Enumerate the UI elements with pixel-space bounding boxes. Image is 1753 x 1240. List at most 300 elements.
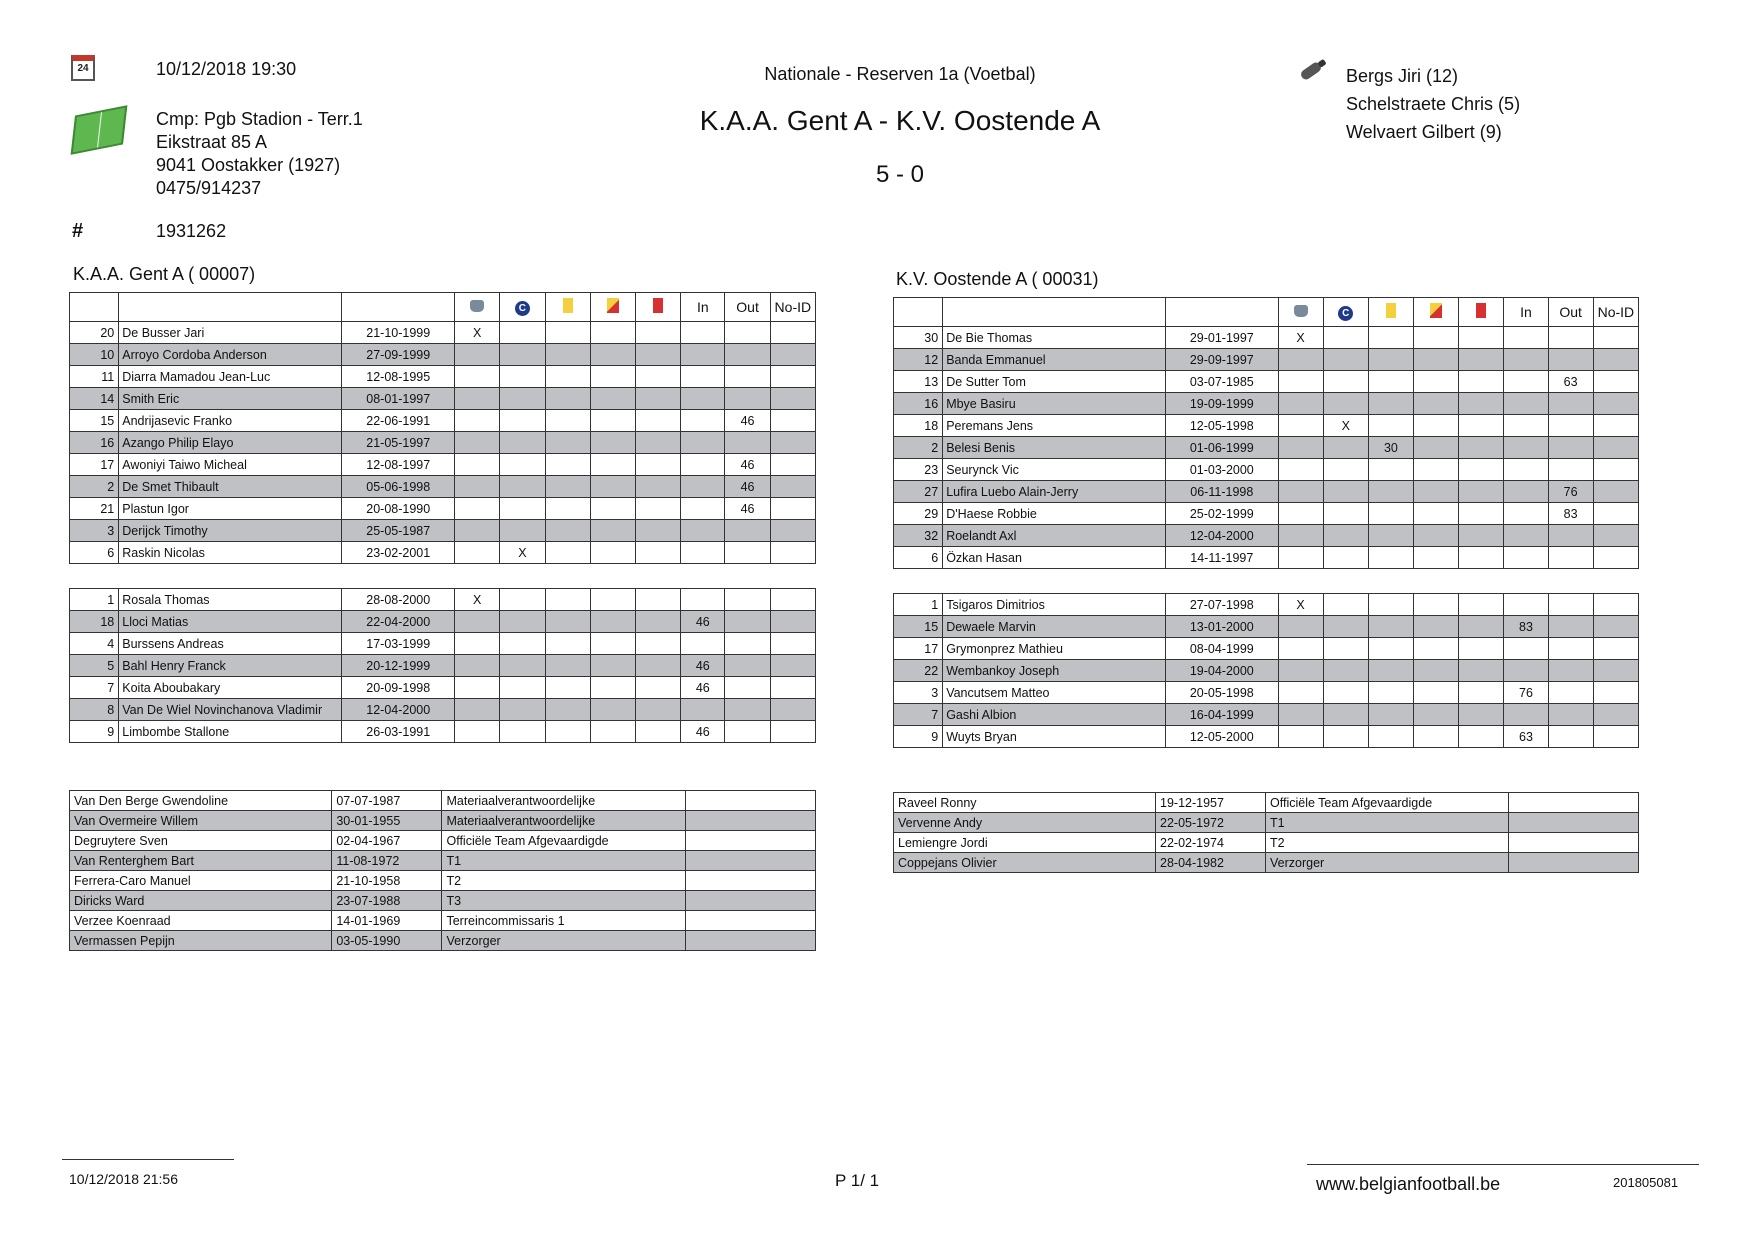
sub-in-minute: 46 [681, 677, 725, 699]
player-dob: 20-09-1998 [342, 677, 455, 699]
red-card-minute [1459, 349, 1504, 371]
goalkeeper-mark [1278, 525, 1323, 547]
player-number: 32 [894, 525, 943, 547]
player-name: Lloci Matias [119, 611, 342, 633]
red-card-minute [1459, 704, 1504, 726]
sub-in-minute [1504, 525, 1548, 547]
player-dob: 25-05-1987 [342, 520, 455, 542]
yellow-card-minute [545, 454, 590, 476]
player-number: 18 [894, 415, 943, 437]
sub-out-minute [1548, 547, 1593, 569]
venue-line-2: Eikstraat 85 A [156, 132, 268, 152]
home-starter-row [70, 498, 816, 520]
yellow-red-card-minute [590, 388, 635, 410]
home-starter-row [70, 476, 816, 498]
yellow-card-minute [1368, 415, 1413, 437]
player-dob: 05-06-1998 [342, 476, 455, 498]
no-id-mark [770, 366, 815, 388]
red-card-minute [635, 322, 680, 344]
captain-mark [1323, 704, 1368, 726]
goalkeeper-mark [1278, 616, 1323, 638]
home-staff-row [70, 831, 816, 851]
staff-role: Officiële Team Afgevaardigde [1266, 793, 1509, 813]
player-number: 23 [894, 459, 943, 481]
captain-mark [500, 410, 545, 432]
home-player-table [69, 292, 816, 743]
staff-dob: 22-02-1974 [1156, 833, 1266, 853]
no-id-mark [770, 498, 815, 520]
yellow-card-minute [1368, 393, 1413, 415]
player-dob: 01-03-2000 [1166, 459, 1278, 481]
header-yellow-red-card [590, 293, 635, 322]
player-name: Wembankoy Joseph [943, 660, 1166, 682]
no-id-mark [1593, 525, 1638, 547]
sub-out-minute: 46 [725, 410, 770, 432]
away-staff-table [893, 792, 1639, 873]
captain-mark [500, 388, 545, 410]
captain-mark: X [1323, 415, 1368, 437]
yellow-card-minute [1368, 616, 1413, 638]
yellow-red-card-minute [590, 410, 635, 432]
player-number: 10 [70, 344, 119, 366]
staff-role: T3 [442, 891, 685, 911]
player-dob: 19-09-1999 [1166, 393, 1278, 415]
yellow-red-card-minute [1414, 459, 1459, 481]
no-id-mark [1593, 682, 1638, 704]
player-dob: 29-09-1997 [1166, 349, 1278, 371]
match-number: 1931262 [156, 221, 227, 241]
red-card-minute [635, 476, 680, 498]
captain-mark [500, 721, 545, 743]
red-card-minute [635, 498, 680, 520]
player-number: 14 [70, 388, 119, 410]
staff-dob: 03-05-1990 [332, 931, 442, 951]
header-red-card [1459, 298, 1504, 327]
sub-out-minute [1548, 415, 1593, 437]
away-substitute-row [894, 638, 1639, 660]
yellow-red-card-minute [1414, 503, 1459, 525]
away-starter-row [894, 459, 1639, 481]
sub-out-minute [725, 611, 770, 633]
sub-in-minute [1504, 393, 1548, 415]
red-card-minute [635, 366, 680, 388]
staff-role: Terreincommissaris 1 [442, 911, 685, 931]
sub-in-minute [681, 432, 725, 454]
yellow-card-minute: 30 [1368, 437, 1413, 459]
yellow-card-minute [545, 388, 590, 410]
yellow-red-card-minute [1414, 525, 1459, 547]
player-dob: 22-04-2000 [342, 611, 455, 633]
sub-out-minute [725, 432, 770, 454]
captain-mark [500, 344, 545, 366]
captain-mark [500, 677, 545, 699]
captain-mark [1323, 393, 1368, 415]
sub-in-minute [1504, 547, 1548, 569]
header-captain [500, 293, 545, 322]
staff-extra [685, 831, 815, 851]
sub-in-minute: 46 [681, 655, 725, 677]
captain-mark [500, 655, 545, 677]
home-substitute-row [70, 655, 816, 677]
player-number: 17 [894, 638, 943, 660]
header-out: Out [725, 293, 770, 322]
player-number: 16 [70, 432, 119, 454]
player-number: 9 [70, 721, 119, 743]
staff-name: Coppejans Olivier [894, 853, 1156, 873]
calendar-icon: 24 [71, 55, 95, 81]
player-dob: 19-04-2000 [1166, 660, 1278, 682]
player-number: 13 [894, 371, 943, 393]
yellow-red-card-minute [590, 677, 635, 699]
player-dob: 21-10-1999 [342, 322, 455, 344]
sub-in-minute: 83 [1504, 616, 1548, 638]
away-starter-row [894, 437, 1639, 459]
sub-in-minute [681, 520, 725, 542]
home-starter-row [70, 432, 816, 454]
player-number: 1 [70, 589, 119, 611]
staff-dob: 28-04-1982 [1156, 853, 1266, 873]
player-number: 3 [894, 682, 943, 704]
player-number: 22 [894, 660, 943, 682]
yellow-red-card-minute [590, 344, 635, 366]
yellow-red-card-minute [1414, 594, 1459, 616]
footer-printed-date: 10/12/2018 21:56 [69, 1171, 178, 1187]
sub-out-minute [725, 344, 770, 366]
player-name: Raskin Nicolas [119, 542, 342, 564]
captain-mark [1323, 594, 1368, 616]
red-card-minute [1459, 660, 1504, 682]
player-name: Rosala Thomas [119, 589, 342, 611]
sub-out-minute [1548, 393, 1593, 415]
goalkeeper-mark [1278, 415, 1323, 437]
player-name: Bahl Henry Franck [119, 655, 342, 677]
player-number: 11 [70, 366, 119, 388]
staff-extra [685, 791, 815, 811]
red-card-minute [635, 454, 680, 476]
sub-in-minute [681, 589, 725, 611]
sub-in-minute [1504, 349, 1548, 371]
away-starter-row [894, 481, 1639, 503]
player-number: 5 [70, 655, 119, 677]
staff-name: Vermassen Pepijn [70, 931, 332, 951]
player-name: Özkan Hasan [943, 547, 1166, 569]
player-dob: 27-07-1998 [1166, 594, 1278, 616]
yellow-red-card-minute [590, 366, 635, 388]
staff-dob: 30-01-1955 [332, 811, 442, 831]
player-name: Seurynck Vic [943, 459, 1166, 481]
player-name: D'Haese Robbie [943, 503, 1166, 525]
player-dob: 12-05-1998 [1166, 415, 1278, 437]
yellow-card-minute [1368, 503, 1413, 525]
sub-in-minute [1504, 638, 1548, 660]
captain-mark [500, 699, 545, 721]
yellow-red-card-minute [590, 454, 635, 476]
yellow-card-minute [545, 589, 590, 611]
staff-extra [1509, 833, 1639, 853]
red-card-minute [1459, 415, 1504, 437]
sub-out-minute [725, 322, 770, 344]
player-name: Gashi Albion [943, 704, 1166, 726]
sub-out-minute [1548, 682, 1593, 704]
staff-name: Verzee Koenraad [70, 911, 332, 931]
sub-out-minute: 83 [1548, 503, 1593, 525]
header-goalkeeper-glove [1278, 298, 1323, 327]
no-id-mark [770, 611, 815, 633]
referee-1: Bergs Jiri (12) [1346, 66, 1459, 86]
staff-role: T1 [442, 851, 685, 871]
staff-role: T2 [442, 871, 685, 891]
staff-dob: 21-10-1958 [332, 871, 442, 891]
yellow-card-minute [545, 721, 590, 743]
player-number: 15 [894, 616, 943, 638]
yellow-red-card-minute [590, 699, 635, 721]
sub-in-minute [681, 699, 725, 721]
goalkeeper-mark [455, 388, 500, 410]
player-dob: 12-08-1995 [342, 366, 455, 388]
player-number: 15 [70, 410, 119, 432]
goalkeeper-mark [455, 542, 500, 564]
yellow-card-minute [545, 498, 590, 520]
red-card-minute [635, 520, 680, 542]
player-dob: 26-03-1991 [342, 721, 455, 743]
player-dob: 14-11-1997 [1166, 547, 1278, 569]
player-number: 29 [894, 503, 943, 525]
red-card-icon [653, 298, 663, 313]
staff-name: Van Den Berge Gwendoline [70, 791, 332, 811]
yellow-red-card-minute [1414, 616, 1459, 638]
player-dob: 12-04-2000 [342, 699, 455, 721]
referee-3: Welvaert Gilbert (9) [1346, 122, 1502, 142]
yellow-card-minute [1368, 726, 1413, 748]
home-starter-row [70, 410, 816, 432]
sub-out-minute [725, 677, 770, 699]
header-goalkeeper-glove [455, 293, 500, 322]
footer-rule-right [1307, 1164, 1699, 1165]
goalkeeper-mark [1278, 349, 1323, 371]
home-staff-table [69, 790, 816, 951]
yellow-red-card-minute [1414, 481, 1459, 503]
player-number: 2 [70, 476, 119, 498]
no-id-mark [1593, 704, 1638, 726]
sub-out-minute [725, 699, 770, 721]
yellow-red-card-minute [590, 589, 635, 611]
captain-mark [1323, 682, 1368, 704]
red-card-minute [635, 410, 680, 432]
player-name: Plastun Igor [119, 498, 342, 520]
no-id-mark [1593, 503, 1638, 525]
sub-in-minute [681, 476, 725, 498]
sub-in-minute [1504, 704, 1548, 726]
staff-dob: 19-12-1957 [1156, 793, 1266, 813]
sub-out-minute [1548, 616, 1593, 638]
yellow-red-card-minute [1414, 704, 1459, 726]
player-dob: 17-03-1999 [342, 633, 455, 655]
captain-mark [1323, 371, 1368, 393]
captain-mark [1323, 503, 1368, 525]
sub-out-minute: 46 [725, 454, 770, 476]
home-starter-row [70, 388, 816, 410]
player-dob: 21-05-1997 [342, 432, 455, 454]
home-substitute-row [70, 721, 816, 743]
goalkeeper-mark [1278, 459, 1323, 481]
home-staff-row [70, 871, 816, 891]
goalkeeper-mark: X [1278, 327, 1323, 349]
sub-out-minute [725, 589, 770, 611]
staff-name: Lemiengre Jordi [894, 833, 1156, 853]
player-number: 2 [894, 437, 943, 459]
sub-out-minute [1548, 349, 1593, 371]
competition: Nationale - Reserven 1a (Voetbal) [764, 64, 1036, 84]
yellow-card-minute [545, 677, 590, 699]
footer-website[interactable]: www.belgianfootball.be [1316, 1174, 1501, 1194]
away-staff-row [894, 813, 1639, 833]
home-substitute-row [70, 633, 816, 655]
player-name: Banda Emmanuel [943, 349, 1166, 371]
player-dob: 29-01-1997 [1166, 327, 1278, 349]
yellow-card-minute [545, 476, 590, 498]
table-header-row [894, 298, 1639, 327]
goalkeeper-mark [455, 611, 500, 633]
player-dob: 08-01-1997 [342, 388, 455, 410]
goalkeeper-mark [455, 699, 500, 721]
table-gap [894, 569, 1639, 594]
header-dob [342, 293, 455, 322]
player-dob: 01-06-1999 [1166, 437, 1278, 459]
no-id-mark [770, 655, 815, 677]
goalkeeper-mark [455, 476, 500, 498]
yellow-card-minute [1368, 371, 1413, 393]
yellow-red-card-icon [1430, 303, 1442, 318]
captain-mark [1323, 726, 1368, 748]
home-starter-row [70, 344, 816, 366]
staff-name: Vervenne Andy [894, 813, 1156, 833]
captain-mark [500, 322, 545, 344]
player-name: Dewaele Marvin [943, 616, 1166, 638]
header-name [119, 293, 342, 322]
header-out: Out [1548, 298, 1593, 327]
red-card-minute [635, 721, 680, 743]
red-card-minute [1459, 481, 1504, 503]
player-name: De Bie Thomas [943, 327, 1166, 349]
red-card-minute [1459, 437, 1504, 459]
staff-extra [685, 851, 815, 871]
no-id-mark [770, 633, 815, 655]
header-no-id: No-ID [1593, 298, 1638, 327]
staff-extra [685, 891, 815, 911]
away-starter-row [894, 349, 1639, 371]
goalkeeper-mark [1278, 660, 1323, 682]
staff-role: Officiële Team Afgevaardigde [442, 831, 685, 851]
player-name: Belesi Benis [943, 437, 1166, 459]
sub-out-minute [1548, 726, 1593, 748]
yellow-card-minute [1368, 547, 1413, 569]
staff-extra [685, 811, 815, 831]
red-card-minute [635, 344, 680, 366]
player-number: 27 [894, 481, 943, 503]
no-id-mark [770, 699, 815, 721]
player-dob: 12-08-1997 [342, 454, 455, 476]
red-card-minute [1459, 393, 1504, 415]
home-staff-row [70, 891, 816, 911]
staff-role: T2 [1266, 833, 1509, 853]
sub-out-minute [725, 520, 770, 542]
player-name: Derijck Timothy [119, 520, 342, 542]
staff-name: Degruytere Sven [70, 831, 332, 851]
player-name: De Smet Thibault [119, 476, 342, 498]
yellow-card-minute [545, 611, 590, 633]
player-dob: 06-11-1998 [1166, 481, 1278, 503]
header-number [70, 293, 119, 322]
sub-out-minute [725, 721, 770, 743]
header-in: In [681, 293, 725, 322]
sub-in-minute [681, 322, 725, 344]
sub-in-minute [681, 366, 725, 388]
player-number: 12 [894, 349, 943, 371]
goalkeeper-glove-icon [470, 300, 484, 312]
player-dob: 28-08-2000 [342, 589, 455, 611]
player-name: Awoniyi Taiwo Micheal [119, 454, 342, 476]
player-name: Koita Aboubakary [119, 677, 342, 699]
sub-in-minute [1504, 437, 1548, 459]
match-score: 5 - 0 [875, 161, 925, 188]
player-dob: 27-09-1999 [342, 344, 455, 366]
yellow-red-card-minute [1414, 327, 1459, 349]
header-yellow-card [1368, 298, 1413, 327]
yellow-red-card-minute [590, 322, 635, 344]
goalkeeper-mark [455, 410, 500, 432]
away-starter-row [894, 393, 1639, 415]
sub-out-minute [725, 542, 770, 564]
player-number: 8 [70, 699, 119, 721]
away-substitute-row [894, 616, 1639, 638]
header-yellow-card [545, 293, 590, 322]
away-substitute-row [894, 726, 1639, 748]
captain-mark [500, 366, 545, 388]
player-number: 6 [70, 542, 119, 564]
yellow-red-card-minute [590, 542, 635, 564]
home-starter-row [70, 322, 816, 344]
hash-icon: # [72, 220, 84, 242]
yellow-card-minute [1368, 327, 1413, 349]
sub-in-minute [681, 498, 725, 520]
yellow-card-minute [1368, 459, 1413, 481]
captain-mark [1323, 638, 1368, 660]
captain-mark: X [500, 542, 545, 564]
captain-mark [1323, 525, 1368, 547]
sub-out-minute [1548, 638, 1593, 660]
sub-out-minute [725, 366, 770, 388]
no-id-mark [1593, 415, 1638, 437]
yellow-card-minute [545, 542, 590, 564]
goalkeeper-mark [455, 366, 500, 388]
venue-line-3: 9041 Oostakker (1927) [156, 155, 341, 175]
venue-line-4: 0475/914237 [156, 178, 262, 198]
staff-extra [685, 871, 815, 891]
sub-in-minute: 46 [681, 721, 725, 743]
player-dob: 16-04-1999 [1166, 704, 1278, 726]
away-team-title: K.V. Oostende A ( 00031) [896, 269, 1099, 289]
sub-in-minute [1504, 481, 1548, 503]
referee-2: Schelstraete Chris (5) [1346, 94, 1521, 114]
staff-role: Verzorger [442, 931, 685, 951]
yellow-red-card-minute [590, 498, 635, 520]
player-name: Azango Philip Elayo [119, 432, 342, 454]
player-name: Wuyts Bryan [943, 726, 1166, 748]
yellow-red-card-minute [590, 432, 635, 454]
yellow-red-card-minute [1414, 393, 1459, 415]
player-name: Limbombe Stallone [119, 721, 342, 743]
no-id-mark [770, 677, 815, 699]
